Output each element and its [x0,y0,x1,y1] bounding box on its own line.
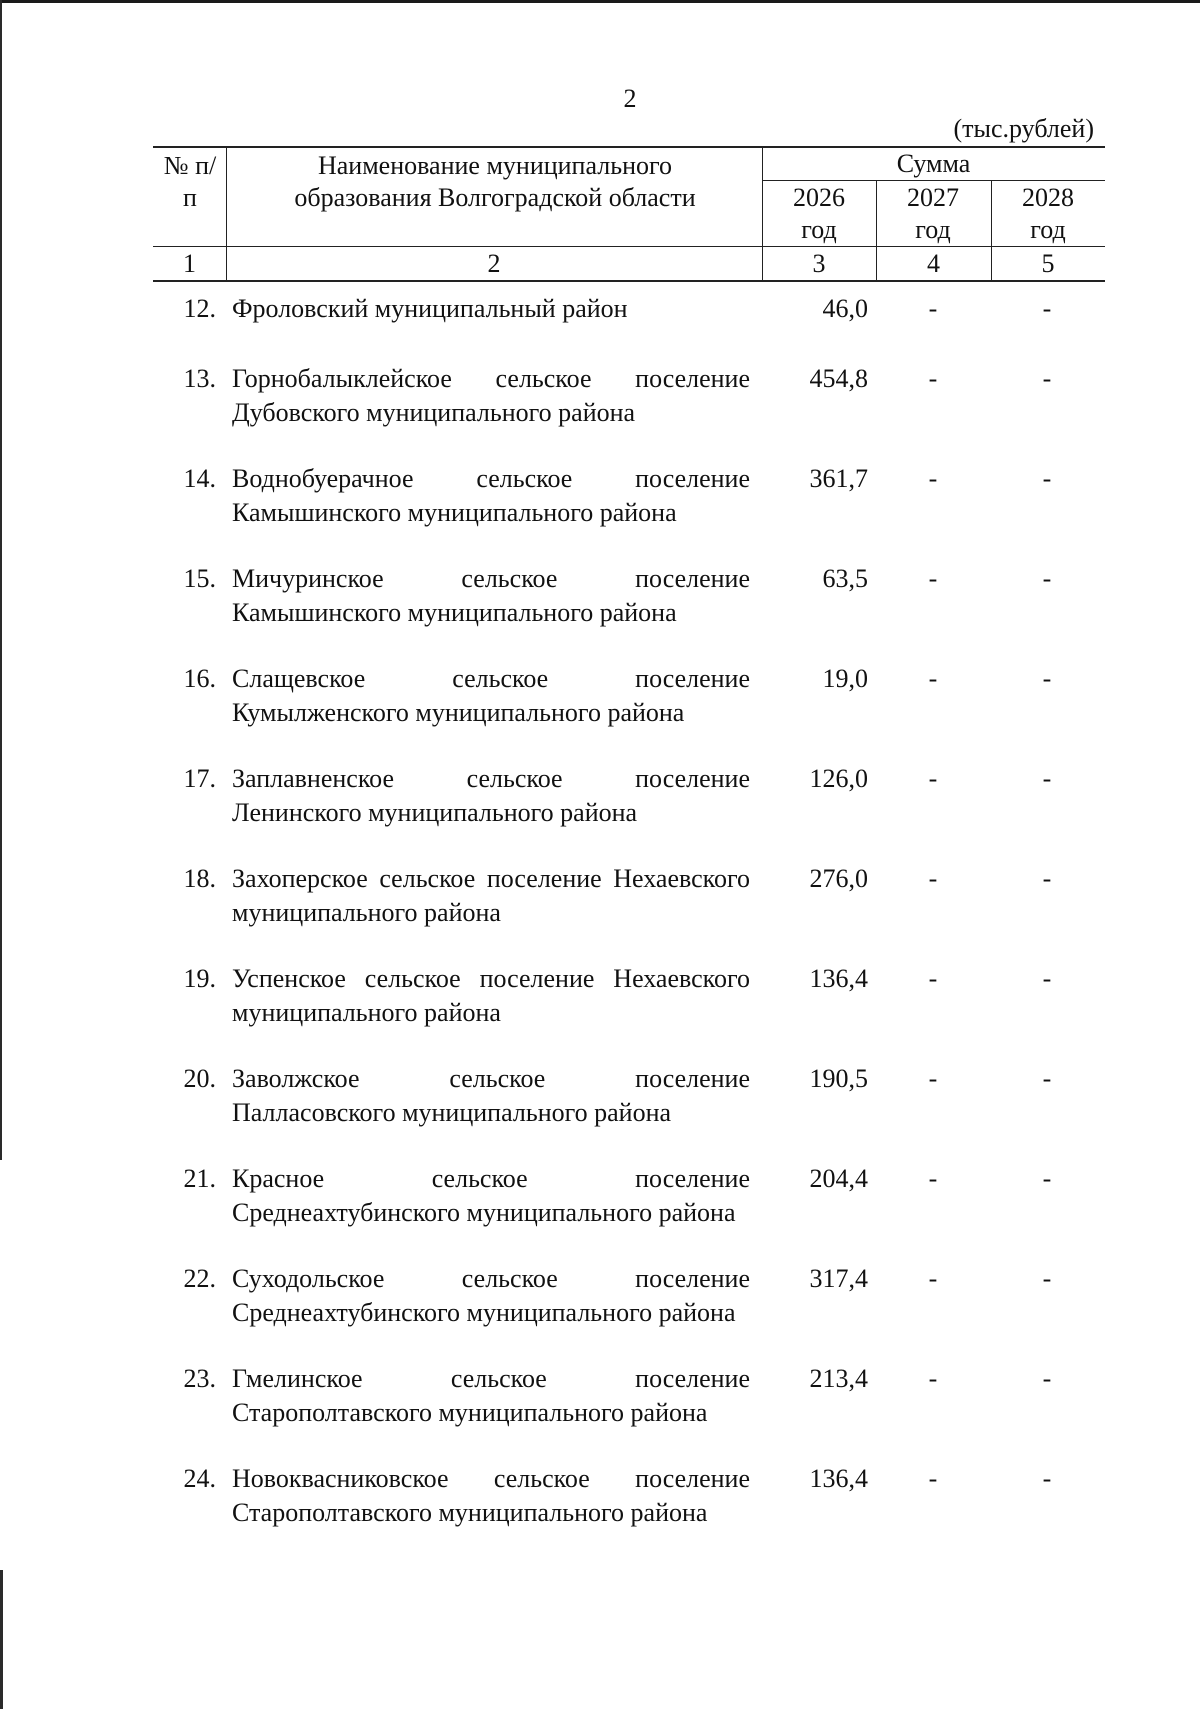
column-number-1: 1 [183,249,196,278]
row-number: 15. [183,564,216,593]
amount-2028: - [1042,664,1052,693]
row-number: 13. [183,364,216,393]
amount-2028: - [1042,964,1052,993]
units-label: (тыс.рублей) [953,114,1094,143]
table-row [0,762,1200,862]
table-row [0,362,1200,462]
amount-2027: - [928,764,938,793]
amount-2026: 190,5 [809,1064,868,1093]
amount-2028: - [1042,464,1052,493]
municipality-name: Слащевское сельское поселение Кумылженского муниципального района [232,664,750,727]
column-number-3: 3 [812,249,826,278]
amount-2026: 317,4 [809,1264,868,1293]
amount-2026: 136,4 [809,964,868,993]
table-row [0,862,1200,962]
amount-2027: - [928,464,938,493]
amount-2028: - [1042,1264,1052,1293]
table-row [0,1262,1200,1362]
municipality-name: Горнобалыклейское сельское поселение Дубовского муниципального района [232,364,750,427]
table-header [0,0,1200,290]
header-rule-bottom [153,280,1105,282]
municipality-name: Захоперское сельское поселение Нехаевского муниципального района [232,864,750,927]
municipality-name: Красное сельское поселение Среднеахтубинского муниципального района [232,1164,750,1227]
amount-2028: - [1042,1464,1052,1493]
amount-2026: 126,0 [809,764,868,793]
column-number-2: 2 [487,249,501,278]
amount-2026: 213,4 [809,1364,868,1393]
header-2028: 2028 год [1022,183,1074,244]
row-number: 18. [183,864,216,893]
amount-2028: - [1042,364,1052,393]
column-number-4: 4 [927,249,940,278]
header-name: Наименование муниципального образования Волгоградской области [294,151,696,212]
row-number: 23. [183,1364,216,1393]
amount-2027: - [928,664,938,693]
table-row [0,292,1200,362]
amount-2026: 63,5 [822,564,868,593]
municipality-name: Воднобуерачное сельское поселение Камышинского муниципального района [232,464,750,527]
row-number: 22. [183,1264,216,1293]
table-row [0,1062,1200,1162]
amount-2026: 46,0 [822,294,868,323]
amount-2027: - [928,1264,938,1293]
amount-2028: - [1042,864,1052,893]
municipality-name: Гмелинское сельское поселение Старополтавского муниципального района [232,1364,750,1427]
table-row [0,1362,1200,1462]
municipality-name: Заплавненское сельское поселение Ленинского муниципального района [232,764,750,827]
amount-2028: - [1042,564,1052,593]
row-number: 16. [183,664,216,693]
municipality-name: Заволжское сельское поселение Палласовского муниципального района [232,1064,750,1127]
amount-2026: 19,0 [822,664,868,693]
amount-2026: 204,4 [809,1164,868,1193]
table-row [0,662,1200,762]
header-num: № п/п [163,151,217,212]
amount-2026: 454,8 [809,364,868,393]
row-number: 20. [183,1064,216,1093]
amount-2028: - [1042,764,1052,793]
amount-2026: 276,0 [809,864,868,893]
table-row [0,462,1200,562]
table-row [0,562,1200,662]
table-row [0,1162,1200,1262]
amount-2027: - [928,1364,938,1393]
amount-2028: - [1042,1364,1052,1393]
column-number-5: 5 [1041,249,1055,278]
amount-2028: - [1042,1164,1052,1193]
municipality-name: Успенское сельское поселение Нехаевского муниципального района [232,964,750,1027]
row-number: 14. [183,464,216,493]
amount-2026: 361,7 [809,464,868,493]
header-rule-sum [762,180,1105,181]
row-number: 17. [183,764,216,793]
row-number: 19. [183,964,216,993]
amount-2027: - [928,864,938,893]
scan-border-left-bottom [0,1570,3,1709]
table-row [0,962,1200,1062]
amount-2026: 136,4 [809,1464,868,1493]
amount-2027: - [928,564,938,593]
row-number: 21. [183,1164,216,1193]
table-body [0,292,1200,1562]
table-row [0,1462,1200,1562]
amount-2027: - [928,1464,938,1493]
municipality-name: Фроловский муниципальный район [232,294,628,323]
municipality-name: Мичуринское сельское поселение Камышинского муниципального района [232,564,750,627]
municipality-name: Новоквасниковское сельское поселение Старополтавского муниципального района [232,1464,750,1527]
row-number: 24. [183,1464,216,1493]
page-number: 2 [623,84,637,113]
header-2026: 2026 год [793,183,845,244]
municipality-name: Суходольское сельское поселение Среднеахтубинского муниципального района [232,1264,750,1327]
amount-2028: - [1042,294,1052,323]
amount-2027: - [928,1064,938,1093]
amount-2028: - [1042,1064,1052,1093]
row-number: 12. [183,294,216,323]
header-sum: Сумма [896,149,971,178]
amount-2027: - [928,364,938,393]
header-2027: 2027 год [907,183,959,244]
amount-2027: - [928,1164,938,1193]
header-rule-mid [153,246,1105,247]
amount-2027: - [928,294,938,323]
amount-2027: - [928,964,938,993]
